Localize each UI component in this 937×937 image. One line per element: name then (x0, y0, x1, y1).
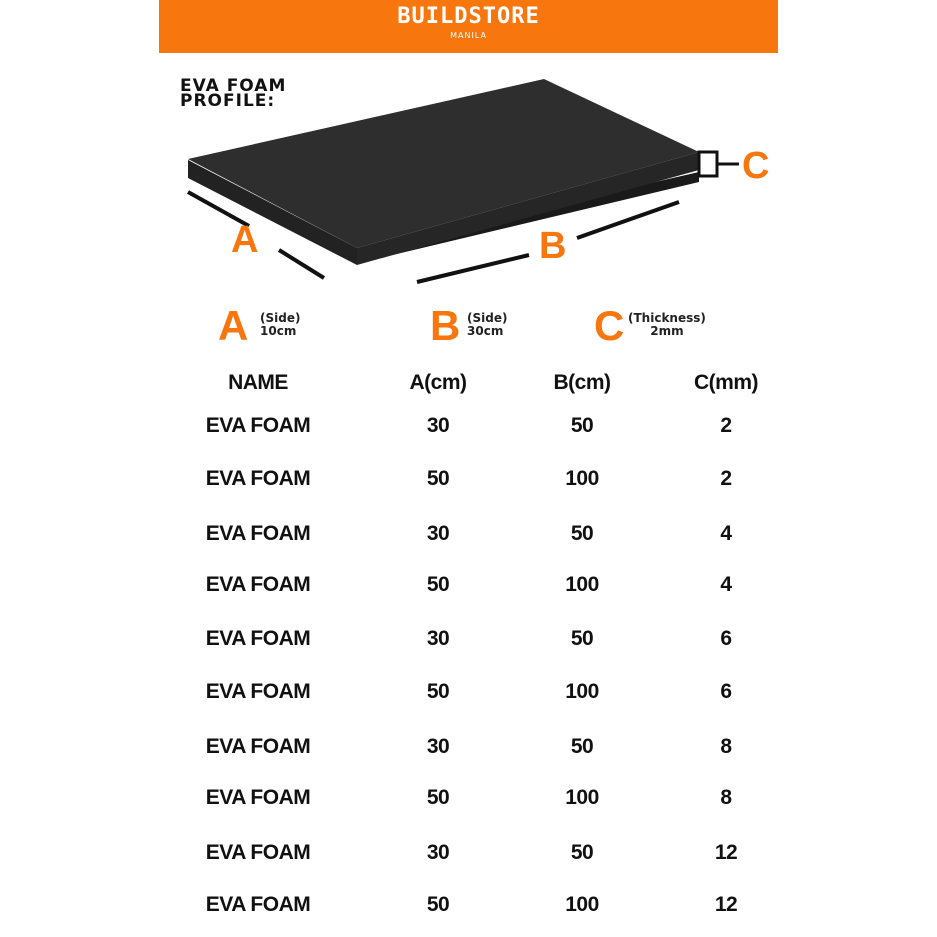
table-row-a: 30 (426, 627, 450, 650)
table-row-c: 4 (720, 522, 732, 545)
table-row-name: EVA FOAM (205, 522, 311, 545)
dimension-a-letter: A (218, 302, 249, 349)
diagram-label-b: B (539, 225, 567, 267)
header-a: A(cm) (409, 371, 467, 394)
table-row-c: 6 (720, 627, 732, 650)
table-row-b: 50 (570, 522, 594, 545)
dimension-a-kind: (Side) (260, 311, 301, 325)
table-row-c: 8 (720, 786, 732, 809)
table-row-c: 12 (714, 841, 738, 864)
table-row-a: 30 (426, 735, 450, 758)
table-row-a: 30 (426, 841, 450, 864)
table-row-name: EVA FOAM (205, 786, 311, 809)
dimension-b-value: 30cm (467, 324, 504, 338)
table-row-b: 100 (565, 680, 599, 703)
profile-title-line1: EVA FOAM (180, 76, 287, 96)
table-row-a: 50 (426, 467, 450, 490)
brand-name: BUILDSTORE (397, 4, 540, 29)
table-row-b: 50 (570, 627, 594, 650)
table-row-c: 8 (720, 735, 732, 758)
table-row-b: 100 (565, 573, 599, 596)
thickness-marker (699, 152, 717, 176)
dimension-c-kind: (Thickness) (628, 311, 706, 325)
header-c: C(mm) (694, 371, 758, 394)
dim-line-b-left (417, 255, 529, 282)
diagram-label-c: C (742, 145, 770, 187)
table-row-a: 50 (426, 573, 450, 596)
dim-line-a-lower (279, 250, 324, 278)
table-row-name: EVA FOAM (205, 680, 311, 703)
table-row-a: 50 (426, 786, 450, 809)
dimension-c-value: 2mm (650, 324, 684, 338)
table-row-b: 50 (570, 841, 594, 864)
diagram-label-a: A (231, 219, 259, 261)
dimension-c-letter: C (594, 302, 625, 349)
table-row-b: 100 (565, 786, 599, 809)
table-row-name: EVA FOAM (205, 735, 311, 758)
table-row-name: EVA FOAM (205, 841, 311, 864)
table-row-c: 2 (720, 414, 732, 437)
table-row-c: 6 (720, 680, 732, 703)
table-row-a: 50 (426, 680, 450, 703)
dimension-b-note (467, 312, 507, 338)
table-row-c: 12 (714, 893, 738, 916)
profile-title-line2: PROFILE: (180, 91, 276, 111)
table-row-b: 100 (565, 893, 599, 916)
table-row-a: 30 (426, 414, 450, 437)
table-row-name: EVA FOAM (205, 467, 311, 490)
brand-subtitle: MANILA (450, 31, 487, 40)
foam-sheet-diagram (159, 60, 779, 300)
dimension-b-letter: B (430, 302, 461, 349)
table-row-b: 50 (570, 414, 594, 437)
table-row-c: 4 (720, 573, 732, 596)
table-row-name: EVA FOAM (205, 414, 311, 437)
table-row-name: EVA FOAM (205, 893, 311, 916)
table-row-b: 50 (570, 735, 594, 758)
table-row-a: 30 (426, 522, 450, 545)
header-name: NAME (228, 371, 288, 394)
table-row-c: 2 (720, 467, 732, 490)
table-row-name: EVA FOAM (205, 627, 311, 650)
header-b: B(cm) (553, 371, 611, 394)
table-row-name: EVA FOAM (205, 573, 311, 596)
dimension-b-kind: (Side) (467, 311, 508, 325)
dimension-c-note (628, 312, 706, 338)
dimension-a-note (260, 312, 300, 338)
table-row-b: 100 (565, 467, 599, 490)
table-row-a: 50 (426, 893, 450, 916)
dimension-a-value: 10cm (260, 324, 297, 338)
brand-banner (159, 0, 778, 53)
